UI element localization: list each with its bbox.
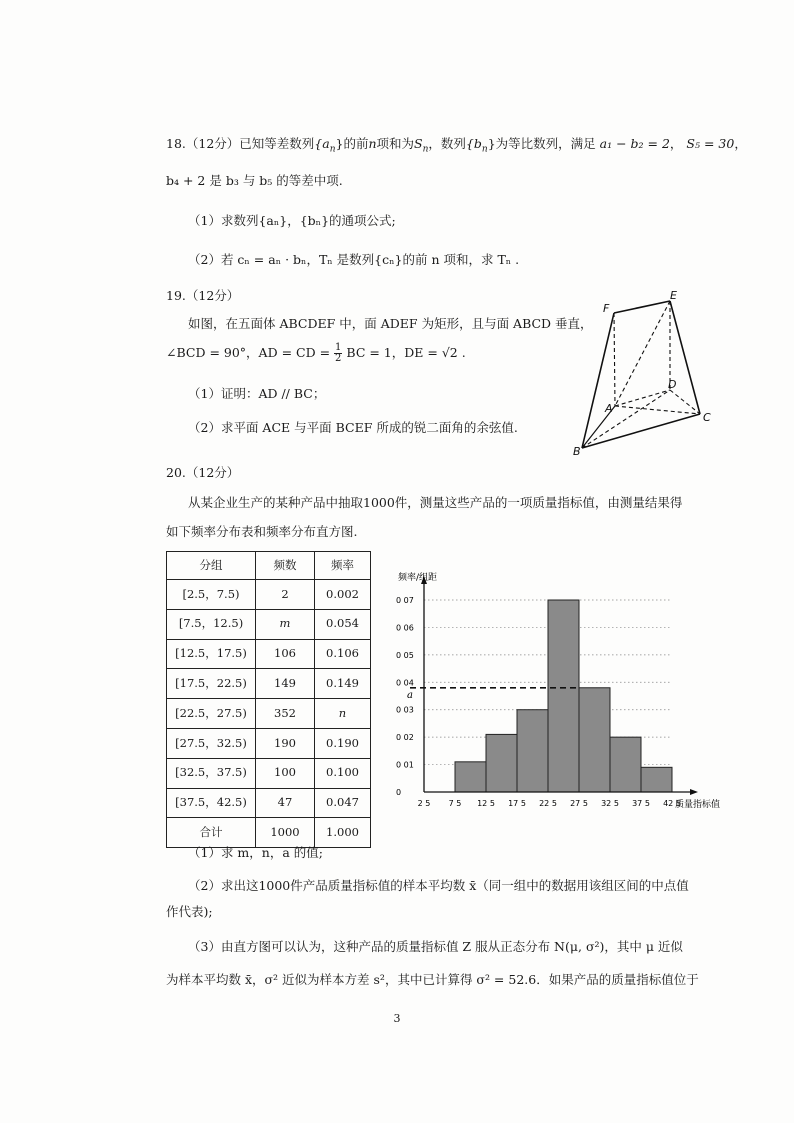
label-A: A bbox=[605, 402, 613, 415]
q19-line2 bbox=[166, 343, 466, 364]
q18-text: }为等比数列，满足 bbox=[487, 136, 596, 151]
q19-text: ∠BCD = 90°，AD = CD = bbox=[166, 345, 331, 360]
table-row bbox=[167, 788, 371, 818]
table-cell: 352 bbox=[256, 699, 315, 729]
var-n: n bbox=[368, 136, 377, 151]
table-cell: 合计 bbox=[167, 818, 256, 848]
table-cell: 0.190 bbox=[315, 728, 371, 758]
page-number: 3 bbox=[393, 1012, 401, 1025]
x-tick-label: 37 5 bbox=[632, 799, 650, 808]
x-tick-label: 42 5 bbox=[663, 799, 681, 808]
q18-text: ，数列 bbox=[428, 136, 466, 151]
a-label: a bbox=[407, 689, 413, 701]
q20-line2: 如下频率分布表和频率分布直方图. bbox=[166, 524, 358, 539]
table-cell: 47 bbox=[256, 788, 315, 818]
q18-part2: （2）若 cₙ = aₙ · bₙ，Tₙ 是数列{cₙ}的前 n 项和，求 Tₙ . bbox=[188, 252, 520, 267]
histogram-bar bbox=[548, 600, 579, 792]
frequency-table bbox=[166, 551, 371, 848]
y-tick-label: 0 07 bbox=[396, 596, 414, 605]
table-cell: n bbox=[315, 699, 371, 729]
table-cell: [22.5，27.5) bbox=[167, 699, 256, 729]
y-tick-label: 0 06 bbox=[396, 623, 414, 633]
seq-a: {a bbox=[314, 136, 330, 151]
table-header bbox=[167, 552, 371, 580]
q19-line1: 如图，在五面体 ABCDEF 中，面 ADEF 为矩形，且与面 ABCD 垂直， bbox=[188, 316, 593, 331]
sub-n: n bbox=[422, 144, 429, 155]
table-row bbox=[167, 639, 371, 669]
histogram-bar bbox=[486, 734, 517, 792]
q19-text: BC = 1，DE = √2 . bbox=[346, 345, 466, 360]
table-row bbox=[167, 609, 371, 639]
table-cell: 106 bbox=[256, 639, 315, 669]
q18-part1: （1）求数列{aₙ}，{bₙ}的通项公式; bbox=[188, 213, 396, 228]
table-row bbox=[167, 580, 371, 610]
y-axis-title: 频率/组距 bbox=[398, 573, 438, 583]
q19-part2: （2）求平面 ACE 与平面 BCEF 所成的锐二面角的余弦值. bbox=[188, 420, 518, 435]
table-cell: 0.106 bbox=[315, 639, 371, 669]
x-tick-label: 2 5 bbox=[417, 799, 431, 808]
table-row bbox=[167, 758, 371, 788]
x-tick-label: 32 5 bbox=[601, 799, 619, 808]
table-cell: 0.047 bbox=[315, 788, 371, 818]
q19-part1: （1）证明：AD // BC； bbox=[188, 386, 326, 401]
q20-line1: 从某企业生产的某种产品中抽取1000件，测量这些产品的一项质量指标值，由测量结果得 bbox=[188, 495, 683, 510]
label-F: F bbox=[603, 302, 610, 315]
histogram bbox=[382, 566, 721, 812]
y-tick-label: 0 03 bbox=[396, 705, 414, 715]
condition-1: a₁ − b₂ = 2 bbox=[599, 136, 670, 151]
table-row bbox=[167, 728, 371, 758]
q18-line1: 18.（12分）已知等差数列$\{a_n\}$的前n项和为$S_n$，数列$\{b_n\}$为等比数列，满足 a₁ − b₂ = 2， S₅ = 30， bbox=[166, 136, 747, 155]
histogram-bar bbox=[610, 737, 641, 792]
q18-text: 项和为 bbox=[376, 136, 415, 151]
q18-text: }的前 bbox=[335, 136, 369, 151]
table-cell: 100 bbox=[256, 758, 315, 788]
x-tick-label: 17 5 bbox=[508, 799, 526, 808]
table-cell: 2 bbox=[256, 580, 315, 610]
table-cell: 149 bbox=[256, 669, 315, 699]
table-cell: 1.000 bbox=[315, 818, 371, 848]
table-cell: [37.5，42.5) bbox=[167, 788, 256, 818]
table-cell: [17.5，22.5) bbox=[167, 669, 256, 699]
q20-part1: （1）求 m，n，a 的值; bbox=[188, 845, 323, 860]
fraction bbox=[334, 343, 342, 364]
x-axis-arrow bbox=[690, 789, 698, 795]
y-tick-label: 0 05 bbox=[396, 650, 414, 660]
q18-line2: b₄ + 2 是 b₃ 与 b₅ 的等差中项. bbox=[166, 173, 343, 188]
histogram-bar bbox=[517, 710, 548, 792]
x-tick-label: 12 5 bbox=[477, 799, 495, 808]
table-cell: 190 bbox=[256, 728, 315, 758]
histogram-bar bbox=[641, 767, 672, 792]
table-header-cell: 频率 bbox=[315, 552, 371, 580]
table-cell: 0.054 bbox=[315, 609, 371, 639]
table-cell: m bbox=[256, 609, 315, 639]
seq-b: {b bbox=[465, 136, 482, 151]
frac-den: 2 bbox=[335, 353, 342, 364]
y-tick-label: 0 bbox=[396, 788, 402, 797]
pentahedron-figure bbox=[570, 288, 720, 458]
label-B: B bbox=[573, 445, 581, 458]
table-cell: 0.100 bbox=[315, 758, 371, 788]
y-tick-label: 0 04 bbox=[396, 678, 414, 688]
table-cell: 1000 bbox=[256, 818, 315, 848]
label-E: E bbox=[670, 289, 677, 302]
condition-2: S₅ = 30 bbox=[686, 136, 735, 151]
table-cell: [27.5，32.5) bbox=[167, 728, 256, 758]
q20-part2-line1: （2）求出这1000件产品质量指标值的样本平均数 x̄（同一组中的数据用该组区间的中点值 bbox=[188, 878, 689, 893]
table-cell: [2.5，7.5) bbox=[167, 580, 256, 610]
q20-part2-line2: 作代表); bbox=[166, 904, 213, 919]
table-header-cell: 分组 bbox=[167, 552, 256, 580]
table-row bbox=[167, 669, 371, 699]
label-D: D bbox=[668, 378, 677, 391]
q18-text: 18.（12分）已知等差数列 bbox=[166, 136, 315, 151]
q20-header: 20.（12分） bbox=[166, 465, 240, 480]
label-C: C bbox=[703, 411, 711, 424]
y-tick-label: 0 02 bbox=[396, 733, 414, 743]
histogram-bar bbox=[579, 688, 610, 792]
x-axis-title: 质量指标值 bbox=[675, 800, 721, 810]
table-cell: [32.5，37.5) bbox=[167, 758, 256, 788]
x-tick-label: 22 5 bbox=[539, 799, 557, 808]
table-header-cell: 频数 bbox=[256, 552, 315, 580]
sub-n: n bbox=[481, 144, 488, 155]
frac-num: 1 bbox=[335, 342, 342, 353]
var-S: S bbox=[414, 136, 423, 151]
x-tick-label: 7 5 bbox=[448, 799, 462, 808]
table-cell: [12.5，17.5) bbox=[167, 639, 256, 669]
sub-n: n bbox=[329, 144, 336, 155]
histogram-bar bbox=[455, 762, 486, 792]
table-cell: [7.5，12.5) bbox=[167, 609, 256, 639]
table-row bbox=[167, 699, 371, 729]
table-cell: 0.149 bbox=[315, 669, 371, 699]
y-tick-label: 0 01 bbox=[396, 760, 414, 770]
q20-part3-line1: （3）由直方图可以认为，这种产品的质量指标值 Z 服从正态分布 N(μ, σ²)，其中 μ 近似 bbox=[188, 939, 683, 954]
q20-part3-line2: 为样本平均数 x̄，σ² 近似为样本方差 s²，其中已计算得 σ² = 52.6．如果产品的质量指标值位于 bbox=[166, 972, 699, 987]
q19-header: 19.（12分） bbox=[166, 288, 240, 303]
x-tick-label: 27 5 bbox=[570, 799, 588, 808]
table-cell: 0.002 bbox=[315, 580, 371, 610]
